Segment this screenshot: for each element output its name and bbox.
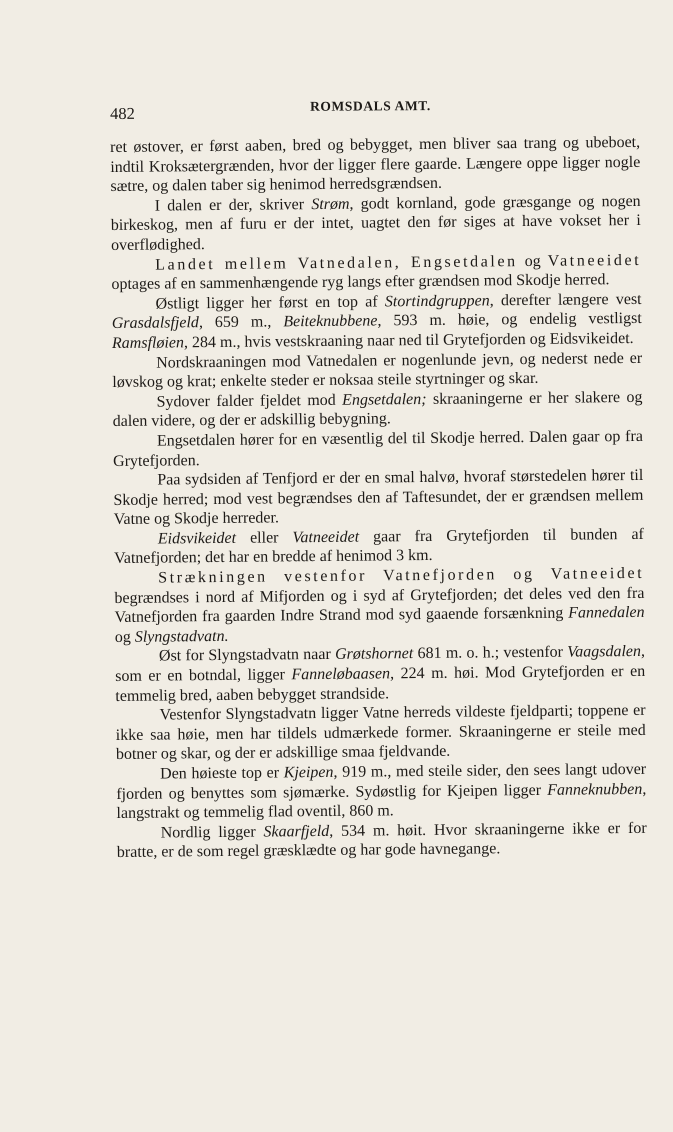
text-run: Den høieste top er <box>160 764 284 783</box>
text-run: gaar fra Grytefjorden til bunden af Vatnefjorden; det har en bredde af henimod 3 km. <box>113 525 644 568</box>
text-run: , derefter længere vest <box>489 290 642 310</box>
italic-name: Engsetdalen; <box>342 390 427 409</box>
text-run: begrændses i nord af Mifjorden og i syd af Grytefjorden; det deles ved den fra Vatnefjorden fra gaarden Indre Strand mod syd gaaende forsænkning <box>114 584 645 627</box>
text-run: , 534 m. høit. Hvor skraaningerne ikke er for bratte, er de som regel græsklædte og har gode havnegange. <box>116 819 647 862</box>
running-head: ROMSDALS AMT. <box>309 98 431 114</box>
paragraph-11 <box>115 642 646 706</box>
text-run: og <box>517 252 548 270</box>
spaced-emphasis: Landet mellem Vatnedalen, Engsetdalen <box>155 252 518 274</box>
spaced-emphasis: Strækningen vestenfor Vatnefjorden og Vatneeidet <box>158 564 645 587</box>
text-run: skraaningerne er her slakere og dalen videre, og der er adskillig bebygning. <box>112 388 643 431</box>
paragraph-text: Nordskraaningen mod Vatnedalen er nogenlunde jevn, og nederst nede er løvskog og krat; enkelte steder er noksaa steile styrtninger og skar. <box>112 349 643 392</box>
spaced-emphasis: Vatneeidet <box>547 251 642 270</box>
text-run: Nordlig ligger <box>160 823 264 842</box>
text-run: Øst for Slyngstadvatn naar <box>158 646 336 665</box>
paragraph-6 <box>112 388 642 432</box>
italic-name: Vatneeidet <box>292 528 360 547</box>
page-header <box>110 97 640 124</box>
paragraph-text: Engsetdalen hører for en væsentlig del til Skodje herred. Dalen gaar op fra Grytefjorden. <box>113 427 643 470</box>
text-run: eller <box>235 529 293 547</box>
italic-name: Vaagsdalen <box>567 643 642 662</box>
italic-name: Fanneknubben <box>547 780 643 799</box>
paragraph-7 <box>113 427 643 471</box>
italic-name: Beiteknubbene <box>283 312 378 331</box>
italic-name: Fannedalen <box>568 604 645 622</box>
paragraph-13 <box>116 760 647 824</box>
paragraph-text: Paa sydsiden af Tenfjord er der en smal halvø, hvoraf størstedelen hører til Skodje herred; mod vest begrændses den af Taftesundet, der er grændsen mellem Vatne og Skodje herreder. <box>113 466 644 529</box>
text-run: , 284 m., hvis vestskraaning naar ned til Grytefjorden og Eidsvikeidet. <box>183 329 634 352</box>
paragraph-3 <box>111 250 641 294</box>
text-run: Østligt ligger her først en top af <box>155 293 385 313</box>
paragraph-text: ret østover, er først aaben, bred og bebygget, men bliver saa trang og ubeboet, indtil Kroksætergrænden, hvor der ligger flere gaarde. Længere oppe ligger nogle sætre, og dalen taber sig henimod herredsgrændsen. <box>110 133 641 196</box>
body-text <box>110 133 647 863</box>
italic-name: Eidsvikeidet <box>157 529 237 548</box>
paragraph-1 <box>110 133 641 197</box>
page-number: 482 <box>110 103 135 123</box>
text-run: , 224 m. høi. Mod Grytefjorden er en temmelig bred, aaben bebygget strandside. <box>115 662 646 705</box>
text-run: , godt kornland, gode græsgange og nogen birkeskog, men af furu er der intet, uagtet den før siges at have vokset her i overflødighed. <box>110 192 641 254</box>
italic-name: Slyngstadvatn. <box>134 627 229 646</box>
italic-name: Fanneløbaasen <box>291 665 391 684</box>
text-run: , langstrakt og temmelig flad oventil, 860 m. <box>116 780 647 823</box>
text-run: , 593 m. høie, og endelig vestligst <box>377 310 642 330</box>
italic-name: Grøtshornet <box>334 645 414 664</box>
text-run: , som er en botndal, ligger <box>115 643 646 686</box>
italic-name: Stortindgruppen <box>384 292 490 311</box>
text-run: og <box>114 628 135 646</box>
paragraph-12 <box>115 701 646 765</box>
paragraph-8 <box>113 466 644 530</box>
italic-name: Kjeipen <box>283 763 334 782</box>
paragraph-9 <box>114 525 644 569</box>
text-run: Sydover falder fjeldet mod <box>156 391 343 411</box>
paragraph-text: Vestenfor Slyngstadvatn ligger Vatne herreds vildeste fjeldparti; toppene er ikke saa høie, men har tildels udmærkede former. Skraaningerne er steile med botner og skar, og der er adskillige smaa fjeldvande. <box>115 702 646 764</box>
text-run: , 919 m., med steile sider, den sees langt udover fjorden og benyttes som sjømærke. Sydøstlig for Kjeipen ligger <box>116 760 647 803</box>
paragraph-10 <box>114 564 645 647</box>
text-run: , 659 m., <box>198 313 284 332</box>
text-run: I dalen er der, skriver <box>154 195 312 215</box>
italic-name: Skaarfjeld <box>263 822 330 841</box>
text-run: 681 m. o. h.; vestenfor <box>413 644 568 663</box>
paragraph-4 <box>112 290 643 354</box>
paragraph-14 <box>117 819 647 863</box>
italic-name: Ramsfløien <box>111 334 185 352</box>
text-run: optages af en sammenhængende ryg langs efter grændsen mod Skodje herred. <box>111 271 610 294</box>
italic-name: Grasdalsfjeld <box>111 314 199 333</box>
italic-name: Strøm <box>311 195 350 213</box>
paragraph-5 <box>112 348 642 392</box>
paragraph-2 <box>111 192 642 256</box>
